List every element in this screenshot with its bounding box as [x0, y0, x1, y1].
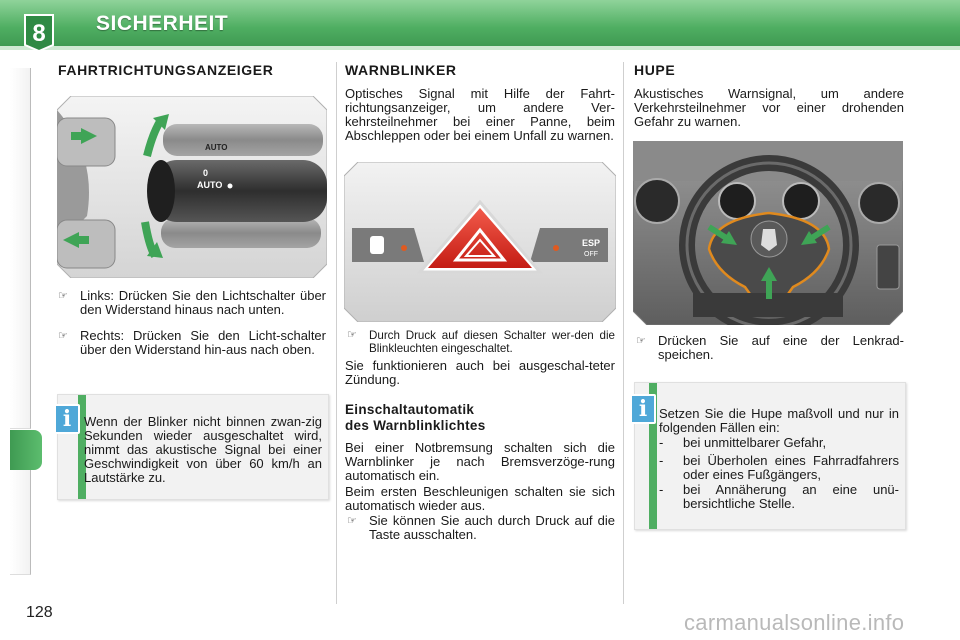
auto-hazard-bullet: [347, 513, 615, 542]
dash-marker: -: [659, 435, 664, 450]
page-number: 128: [26, 604, 53, 621]
chapter-tab-active[interactable]: [10, 430, 42, 470]
horn-info-item-text: bei Überholen eines Fahrradfahrers oder eines Fußgängers,: [683, 453, 899, 482]
section-heading-hazard: WARNBLINKER: [345, 62, 457, 78]
chapter-tab[interactable]: [10, 140, 31, 177]
chapter-tab[interactable]: [10, 320, 31, 357]
column-divider: [623, 62, 624, 604]
hazard-bullet-text: Durch Druck auf diesen Schalter wer-den die Blinkleuchten eingeschaltet.: [369, 329, 615, 355]
section-heading-horn: HUPE: [634, 62, 676, 78]
chapter-tab[interactable]: [10, 356, 31, 393]
chapter-number: 8: [32, 20, 46, 47]
chapter-tabs: [10, 68, 32, 574]
subheading-line2: des Warnblinklichtes: [345, 418, 486, 433]
horn-intro: Akustisches Warnsignal, um andere Verkehrsteilnehmer vor einer drohenden Gefahr zu warnen.: [634, 86, 904, 129]
bullet-marker: ☞: [58, 330, 68, 342]
bullet-marker: ☞: [347, 515, 357, 527]
chapter-tab[interactable]: [10, 284, 31, 321]
esp-label: ESP: [582, 238, 601, 248]
chapter-tab[interactable]: [10, 212, 31, 249]
dash-marker: -: [659, 482, 664, 497]
bullet-marker: ☞: [347, 329, 357, 341]
bullet-left: [58, 288, 326, 317]
hazard-button-illustration: [344, 162, 616, 322]
bullet-right-text: Rechts: Drücken Sie den Licht-schalter über den Widerstand hin-aus nach oben.: [80, 328, 326, 357]
auto-hazard-bullet-text: Sie können Sie auch durch Druck auf die Taste ausschalten.: [369, 513, 615, 542]
auto-hazard-para1: Bei einer Notbremsung schalten sich die Warnblinker je nach Bremsverzöge-rung automatisch ein.: [345, 440, 615, 483]
chapter-tab[interactable]: [10, 68, 31, 105]
bullet-marker: ☞: [636, 335, 646, 347]
chapter-tab[interactable]: [10, 104, 31, 141]
info-text-turn-signals: Wenn der Blinker nicht binnen zwan-zig Sekunden wieder ausgeschaltet wird, nimmt das akustische Signal bei einer Geschwindigkeit von über 60 km/h an Lautstärke zu.: [84, 414, 322, 485]
chapter-tab[interactable]: [10, 248, 31, 285]
horn-bullet: [636, 333, 904, 362]
chapter-tab[interactable]: [10, 392, 31, 429]
turn-signal-illustration: [57, 96, 327, 278]
chapter-tab[interactable]: [10, 470, 31, 507]
section-heading-turn-signals: FAHRTRICHTUNGSANZEIGER: [58, 62, 274, 78]
chapter-badge: [22, 12, 56, 52]
bullet-left-text: Links: Drücken Sie den Lichtschalter über den Widerstand hinaus nach unten.: [80, 288, 326, 317]
horn-info-intro: Setzen Sie die Hupe maßvoll und nur in folgenden Fällen ein:: [659, 406, 899, 435]
auto-hazard-para2: Beim ersten Beschleunigen schalten sie sich automatisch wieder aus.: [345, 484, 615, 513]
off-label: OFF: [584, 251, 598, 258]
info-icon: i: [54, 404, 80, 434]
dash-marker: -: [659, 453, 664, 468]
stalk-label-zero: 0: [203, 168, 209, 178]
header-divider: [0, 46, 960, 50]
chapter-tab[interactable]: [10, 176, 31, 213]
subheading-auto-hazard: [345, 402, 486, 434]
horn-bullet-text: Drücken Sie auf eine der Lenkrad-speichen.: [658, 333, 904, 362]
bullet-right: [58, 328, 326, 357]
hazard-intro: Optisches Signal mit Hilfe der Fahrt-richtungsanzeiger, um andere Ver-kehrsteilnehmer bei einer Panne, beim Abschleppen oder bei einem Unfall zu warnen.: [345, 86, 615, 143]
chapter-tab[interactable]: [10, 506, 31, 543]
hazard-bullet: [347, 329, 615, 355]
stalk-label-auto: AUTO: [197, 180, 223, 190]
column-divider: [336, 62, 337, 604]
watermark: carmanualsonline.info: [684, 610, 905, 635]
info-box-turn-signals: [57, 394, 329, 500]
steering-wheel-illustration: [633, 141, 903, 325]
bullet-marker: ☞: [58, 290, 68, 302]
horn-info-item-text: bei Annäherung an eine unü-bersichtliche Stelle.: [683, 482, 899, 511]
chapter-tab[interactable]: [10, 542, 31, 575]
info-icon: i: [630, 394, 656, 424]
page-title: SICHERHEIT: [96, 12, 229, 35]
subheading-line1: Einschaltautomatik: [345, 402, 475, 417]
hazard-ignition-text: Sie funktionieren auch bei ausgeschal-teter Zündung.: [345, 358, 615, 387]
horn-info-item-text: bei unmittelbarer Gefahr,: [683, 435, 827, 450]
info-box-horn: [634, 382, 906, 530]
stalk-label-auto-upper: AUTO: [205, 143, 228, 152]
